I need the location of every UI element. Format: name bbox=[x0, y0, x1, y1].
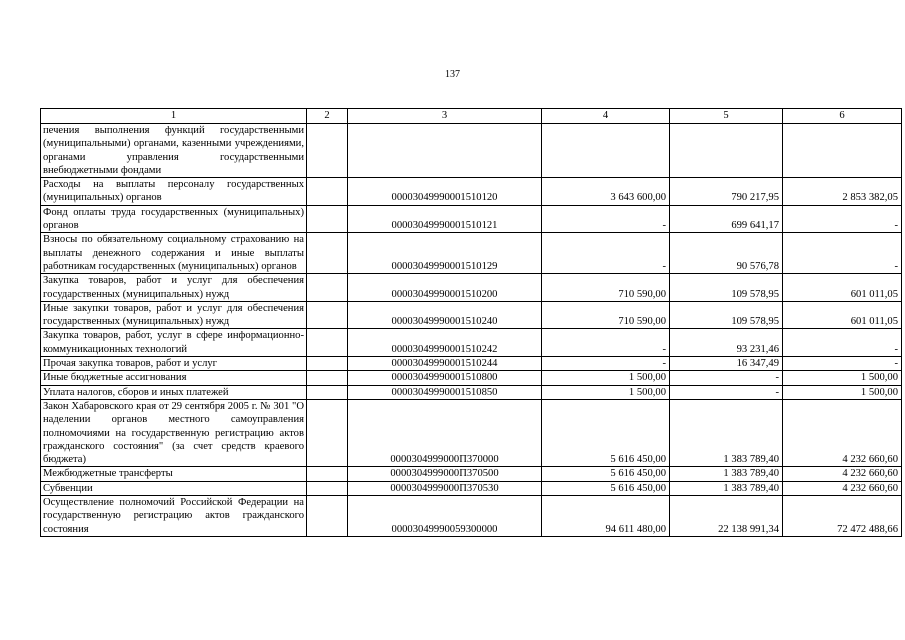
table-row bbox=[41, 385, 902, 399]
row-code: 0000304999000П370000 bbox=[348, 399, 542, 466]
row-description: Иные бюджетные ассигнования bbox=[41, 371, 307, 385]
row-approved: 5 616 450,00 bbox=[542, 467, 670, 481]
column-header: 4 bbox=[542, 109, 670, 124]
row-code: 00003049990001510240 bbox=[348, 301, 542, 329]
table-row bbox=[41, 178, 902, 206]
table-row bbox=[41, 301, 902, 329]
row-col2 bbox=[307, 481, 348, 495]
row-description: Прочая закупка товаров, работ и услуг bbox=[41, 357, 307, 371]
table-row bbox=[41, 496, 902, 537]
row-approved bbox=[542, 124, 670, 178]
row-description: Субвенции bbox=[41, 481, 307, 495]
row-description: Межбюджетные трансферты bbox=[41, 467, 307, 481]
budget-table bbox=[40, 108, 902, 537]
table-row bbox=[41, 357, 902, 371]
row-col2 bbox=[307, 399, 348, 466]
row-code: 00003049990001510244 bbox=[348, 357, 542, 371]
row-executed: 699 641,17 bbox=[670, 205, 783, 233]
row-col2 bbox=[307, 357, 348, 371]
row-approved: 3 643 600,00 bbox=[542, 178, 670, 206]
column-header: 5 bbox=[670, 109, 783, 124]
row-unexecuted: 2 853 382,05 bbox=[783, 178, 902, 206]
row-approved: - bbox=[542, 329, 670, 357]
row-executed: 16 347,49 bbox=[670, 357, 783, 371]
row-executed: - bbox=[670, 385, 783, 399]
row-approved: - bbox=[542, 205, 670, 233]
row-approved: 1 500,00 bbox=[542, 385, 670, 399]
row-col2 bbox=[307, 233, 348, 274]
table-row bbox=[41, 329, 902, 357]
row-executed: 22 138 991,34 bbox=[670, 496, 783, 537]
row-executed: 1 383 789,40 bbox=[670, 481, 783, 495]
row-unexecuted: 1 500,00 bbox=[783, 371, 902, 385]
row-unexecuted: 72 472 488,66 bbox=[783, 496, 902, 537]
row-description: Закупка товаров, работ, услуг в сфере информационно-коммуникационных технологий bbox=[41, 329, 307, 357]
row-col2 bbox=[307, 371, 348, 385]
row-executed: 109 578,95 bbox=[670, 301, 783, 329]
header-row bbox=[41, 109, 902, 124]
row-col2 bbox=[307, 385, 348, 399]
row-description: Взносы по обязательному социальному страхованию на выплаты денежного содержания и иные выплаты работникам государственных (муниципальных) органов bbox=[41, 233, 307, 274]
row-description: Осуществление полномочий Российской Федерации на государственную регистрацию актов гражданского состояния bbox=[41, 496, 307, 537]
row-approved: 710 590,00 bbox=[542, 274, 670, 302]
row-approved: 94 611 480,00 bbox=[542, 496, 670, 537]
row-code: 00003049990001510121 bbox=[348, 205, 542, 233]
row-unexecuted: 4 232 660,60 bbox=[783, 467, 902, 481]
row-executed: 1 383 789,40 bbox=[670, 399, 783, 466]
row-col2 bbox=[307, 301, 348, 329]
table-row bbox=[41, 399, 902, 466]
row-description: Закон Хабаровского края от 29 сентября 2005 г. № 301 "О наделении органов местного самоуправления полномочиями на государственную регистрацию актов гражданского состояния" (за счет средств краевого бюджета) bbox=[41, 399, 307, 466]
table-header bbox=[41, 109, 902, 124]
row-col2 bbox=[307, 496, 348, 537]
row-col2 bbox=[307, 178, 348, 206]
table-row bbox=[41, 124, 902, 178]
row-code: 00003049990059300000 bbox=[348, 496, 542, 537]
row-executed: - bbox=[670, 371, 783, 385]
row-executed: 109 578,95 bbox=[670, 274, 783, 302]
column-header: 6 bbox=[783, 109, 902, 124]
row-approved: 5 616 450,00 bbox=[542, 481, 670, 495]
table-body bbox=[41, 124, 902, 537]
row-approved: 710 590,00 bbox=[542, 301, 670, 329]
row-unexecuted bbox=[783, 124, 902, 178]
column-header: 1 bbox=[41, 109, 307, 124]
row-approved: - bbox=[542, 357, 670, 371]
row-description: Фонд оплаты труда государственных (муниципальных) органов bbox=[41, 205, 307, 233]
row-unexecuted: 601 011,05 bbox=[783, 274, 902, 302]
row-unexecuted: 601 011,05 bbox=[783, 301, 902, 329]
row-description: Иные закупки товаров, работ и услуг для обеспечения государственных (муниципальных) нужд bbox=[41, 301, 307, 329]
table-row bbox=[41, 205, 902, 233]
row-description: Закупка товаров, работ и услуг для обеспечения государственных (муниципальных) нужд bbox=[41, 274, 307, 302]
row-col2 bbox=[307, 467, 348, 481]
table-row bbox=[41, 274, 902, 302]
row-col2 bbox=[307, 329, 348, 357]
row-col2 bbox=[307, 205, 348, 233]
row-code: 00003049990001510129 bbox=[348, 233, 542, 274]
row-col2 bbox=[307, 274, 348, 302]
row-description: Расходы на выплаты персоналу государственных (муниципальных) органов bbox=[41, 178, 307, 206]
row-executed: 93 231,46 bbox=[670, 329, 783, 357]
row-approved: 1 500,00 bbox=[542, 371, 670, 385]
column-header: 2 bbox=[307, 109, 348, 124]
row-code: 0000304999000151012​0 bbox=[348, 178, 542, 206]
row-unexecuted: 1 500,00 bbox=[783, 385, 902, 399]
table-row bbox=[41, 481, 902, 495]
row-unexecuted: - bbox=[783, 329, 902, 357]
row-code: 00003049990001510200 bbox=[348, 274, 542, 302]
row-col2 bbox=[307, 124, 348, 178]
row-code: 00003049990001510850 bbox=[348, 385, 542, 399]
row-executed: 1 383 789,40 bbox=[670, 467, 783, 481]
row-code: 0000304999000П370530 bbox=[348, 481, 542, 495]
row-code: 00003049990001510800 bbox=[348, 371, 542, 385]
page-number: 137 bbox=[445, 69, 460, 80]
row-unexecuted: - bbox=[783, 233, 902, 274]
row-unexecuted: 4 232 660,60 bbox=[783, 481, 902, 495]
row-approved: 5 616 450,00 bbox=[542, 399, 670, 466]
row-unexecuted: 4 232 660,60 bbox=[783, 399, 902, 466]
column-header: 3 bbox=[348, 109, 542, 124]
row-executed: 90 576,78 bbox=[670, 233, 783, 274]
table-row bbox=[41, 371, 902, 385]
row-code: 0000304999000П370500 bbox=[348, 467, 542, 481]
row-unexecuted: - bbox=[783, 357, 902, 371]
row-code bbox=[348, 124, 542, 178]
row-description: печения выполнения функций государственными (муниципальными) органами, казенными учреждениями, органами управления государственными внебюджетными фондами bbox=[41, 124, 307, 178]
table-row bbox=[41, 233, 902, 274]
row-executed: 790 217,95 bbox=[670, 178, 783, 206]
table-row bbox=[41, 467, 902, 481]
row-description: Уплата налогов, сборов и иных платежей bbox=[41, 385, 307, 399]
row-unexecuted: - bbox=[783, 205, 902, 233]
row-code: 00003049990001510242 bbox=[348, 329, 542, 357]
row-executed bbox=[670, 124, 783, 178]
row-approved: - bbox=[542, 233, 670, 274]
